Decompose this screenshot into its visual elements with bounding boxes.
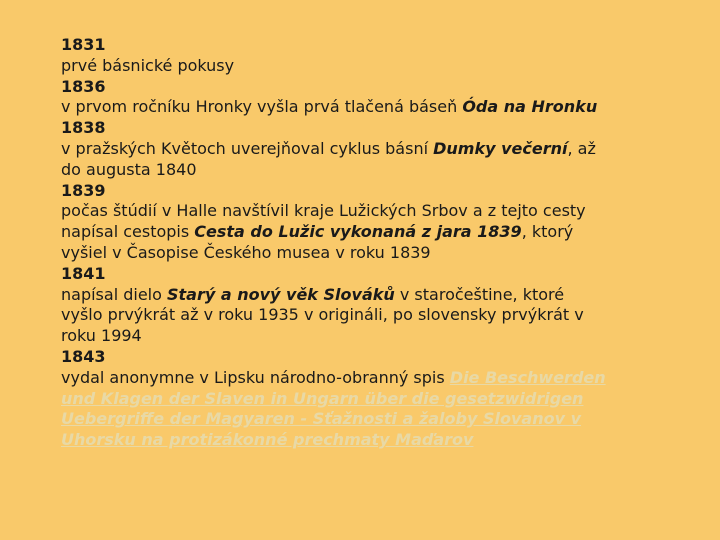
work-title: Starý a nový věk Slováků <box>166 284 395 304</box>
entry-line <box>61 97 701 118</box>
entry-segment: vyšiel v Časopise Českého musea v roku 1839 <box>61 242 431 262</box>
entry-line <box>61 56 701 77</box>
work-title: Óda na Hronku <box>462 97 598 117</box>
year-heading: 1831 <box>61 35 106 54</box>
entry-line <box>61 326 701 347</box>
entry-segment: prvé básnické pokusy <box>61 55 235 75</box>
entry-segment: roku 1994 <box>61 326 142 346</box>
year-heading: 1843 <box>61 346 106 366</box>
entry-line <box>61 430 701 451</box>
year-heading: 1836 <box>61 76 106 96</box>
entry-text <box>61 139 701 181</box>
entry-segment: , ktorý <box>521 222 574 242</box>
source-link[interactable]: Die Beschwerden <box>449 367 606 387</box>
entry-line <box>61 243 701 264</box>
entry-segment: napísal cestopis <box>61 222 195 242</box>
source-link[interactable]: Uhorsku na protizákonné prechmaty Maďarov <box>61 430 474 450</box>
entry-line <box>61 389 701 410</box>
entry-segment: napísal dielo <box>61 284 167 304</box>
entry-line <box>61 305 701 326</box>
year-heading: 1841 <box>61 263 106 283</box>
entry-text <box>61 201 701 263</box>
entry-line <box>61 160 701 181</box>
entry-line <box>61 409 701 430</box>
entry-segment: v prvom ročníku Hronky vyšla prvá tlačená báseň <box>61 97 463 117</box>
entry-text <box>61 368 701 451</box>
work-title: Cesta do Lužic vykonaná z jara 1839 <box>194 222 522 242</box>
entry-line <box>61 285 701 306</box>
source-link[interactable]: und Klagen der Slaven in Ungarn über die gesetzwidrigen <box>61 388 584 408</box>
entry-text <box>61 97 701 118</box>
entry-segment: , až <box>567 138 596 158</box>
entry-segment: počas štúdií v Halle navštívil kraje Lužických Srbov a z tejto cesty <box>61 201 586 221</box>
work-title: Dumky večerní <box>433 138 568 158</box>
timeline-slide <box>61 35 701 451</box>
entry-line <box>61 139 701 160</box>
entry-line <box>61 201 701 222</box>
entry-segment: v pražských Květoch uverejňoval cyklus básní <box>61 138 434 158</box>
entry-line <box>61 368 701 389</box>
entry-segment: vyšlo prvýkrát až v roku 1935 v origináli, po slovensky prvýkrát v <box>61 305 584 325</box>
entry-text <box>61 285 701 347</box>
entry-line <box>61 222 701 243</box>
year-heading: 1839 <box>61 180 106 200</box>
year-heading: 1838 <box>61 118 106 138</box>
source-link[interactable]: Uebergriffe der Magyaren - Sťažnosti a žaloby Slovanov v <box>61 409 582 429</box>
entry-segment: v staročeštine, ktoré <box>394 284 565 304</box>
entry-segment: vydal anonymne v Lipsku národno-obranný spis <box>61 367 450 387</box>
entry-segment: do augusta 1840 <box>61 159 197 179</box>
entry-text <box>61 56 701 77</box>
